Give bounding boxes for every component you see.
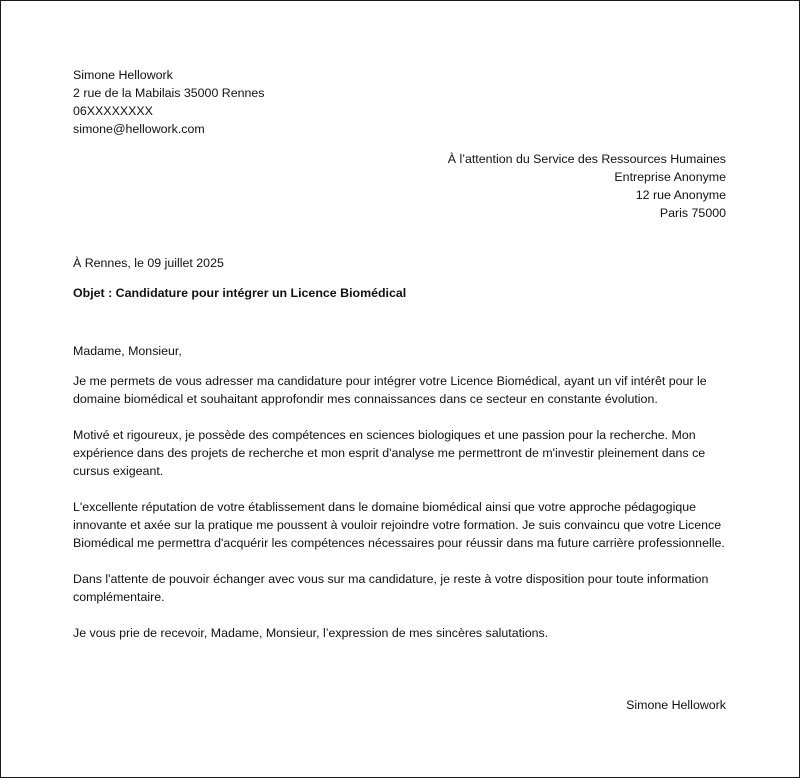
sender-address: 2 rue de la Mabilais 35000 Rennes <box>73 86 265 100</box>
body-paragraph-closing: Je vous prie de recevoir, Madame, Monsieur, l’expression de mes sincères salutations. <box>73 626 549 640</box>
body-paragraph-availability: Dans l'attente de pouvoir échanger avec vous sur ma candidature, je reste à votre disposition pour toute information complémentaire. <box>73 572 709 604</box>
recipient-block <box>448 150 726 222</box>
body-paragraph-skills: Motivé et rigoureux, je possède des compétences en sciences biologiques et une passion pour la recherche. Mon expérience dans des projets de recherche et mon esprit d'analyse me permettront de m'investir pleinement dans ce cursus exigeant. <box>73 428 706 478</box>
sender-block <box>73 66 265 138</box>
letter-date: À Rennes, le 09 juillet 2025 <box>73 256 224 270</box>
sender-email: simone@hellowork.com <box>73 122 205 136</box>
letter-signature: Simone Hellowork <box>626 698 726 712</box>
recipient-company: Entreprise Anonyme <box>614 170 726 184</box>
body-paragraph-intro: Je me permets de vous adresser ma candidature pour intégrer votre Licence Biomédical, ayant un vif intérêt pour le domaine biomédical et souhaitant approfondir mes connaissances dans ce secteur en constante évolution. <box>73 374 707 406</box>
sender-name: Simone Hellowork <box>73 68 173 82</box>
body-paragraph-motivation: L'excellente réputation de votre établissement dans le domaine biomédical ainsi que votre approche pédagogique innovante et axée sur la pratique me poussent à vouloir rejoindre votre formation. Je suis convaincu que votre Licence Biomédical me permettra d'acquérir les compétences nécessaires pour réussir dans ma future carrière professionnelle. <box>73 500 725 550</box>
letter-subject: Objet : Candidature pour intégrer un Licence Biomédical <box>73 286 407 300</box>
recipient-attention: À l’attention du Service des Ressources Humaines <box>447 152 726 166</box>
letter-body <box>73 372 733 660</box>
recipient-city: Paris 75000 <box>659 206 726 220</box>
recipient-street: 12 rue Anonyme <box>635 188 726 202</box>
letter-salutation: Madame, Monsieur, <box>73 344 182 358</box>
sender-phone: 06XXXXXXXX <box>73 104 153 118</box>
